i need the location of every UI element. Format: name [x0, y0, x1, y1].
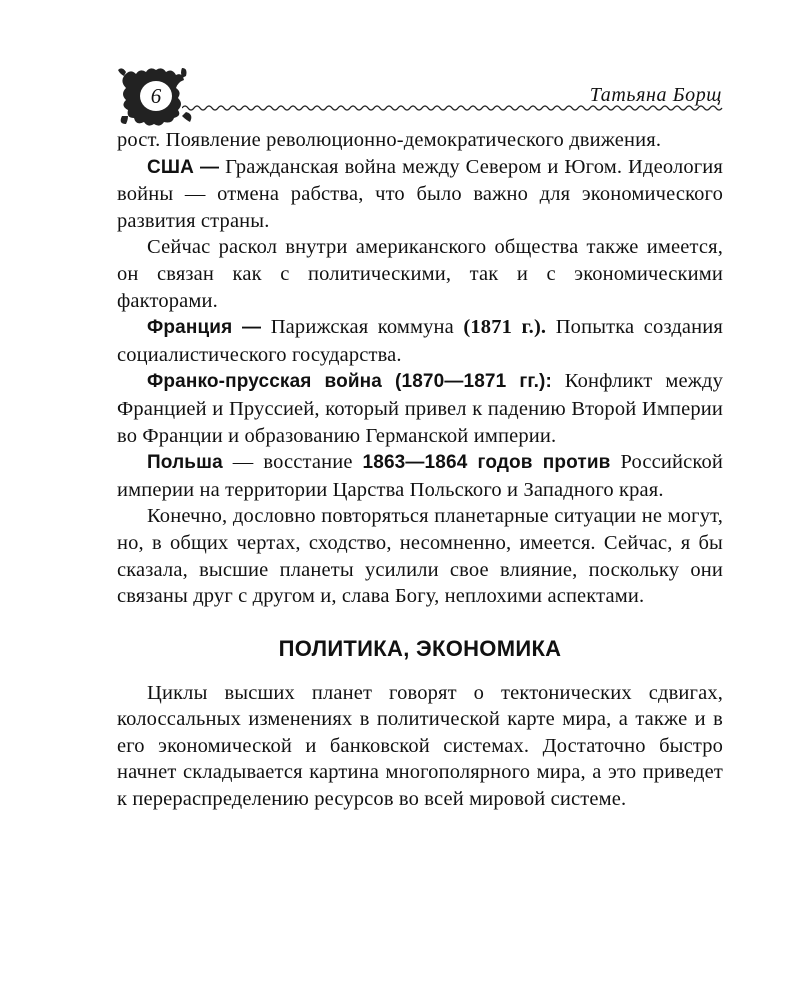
header-wavy-rule: [182, 103, 726, 113]
paragraph: Сейчас раскол внутри американского общества также имеется, он связан как с политическими, так и с экономическими факторами.: [117, 236, 723, 312]
term-usa: США —: [147, 156, 220, 178]
page-body: [117, 127, 723, 813]
paragraph-usa: США — Гражданская война между Севером и Югом. Идеология войны — отмена рабства, что было важно для экономического развития страны.: [117, 155, 723, 232]
paragraph: Циклы высших планет говорят о тектонических сдвигах, колоссальных изменениях в политической карте мира, а также и в его экономической и банковской системах. Достаточно быстро начнет складывается картина многополярного мира, а это приведет к перераспределению ресурсов во всей мировой системе.: [117, 681, 723, 811]
running-title: Татьяна Борщ: [589, 84, 722, 106]
paragraph-franco-prussian-war: Франко-прусская война (1870—1871 гг.): Конфликт между Францией и Пруссией, который привел к падению Второй Империи во Франции и образованию Германской империи.: [117, 370, 723, 447]
page-header: [116, 66, 726, 126]
term-franco-prussian-war: Франко-прусская война (1870—1871 гг.):: [147, 371, 552, 393]
paragraph: рост. Появление революционно-демократического движения.: [117, 129, 662, 151]
term-france: Франция —: [147, 317, 262, 339]
section-heading: ПОЛИТИКА, ЭКОНОМИКА: [278, 635, 562, 661]
paragraph: Конечно, дословно повторяться планетарные ситуации не могут, но, в общих чертах, сходство, несомненно, имеется. Сейчас, я бы сказала, высшие планеты усилили свое влияние, поскольку они связаны друг с другом и, слава Богу, неплохими аспектами.: [117, 505, 723, 608]
paragraph-france: Франция — Парижская коммуна (1871 г.). Попытка создания социалистического государства.: [117, 316, 723, 366]
term-poland: Польша: [147, 452, 223, 474]
paragraph-poland: Польша — восстание 1863—1864 годов против Российской империи на территории Царства Польского и Западного края.: [117, 451, 723, 501]
page-number: 6: [150, 84, 162, 108]
